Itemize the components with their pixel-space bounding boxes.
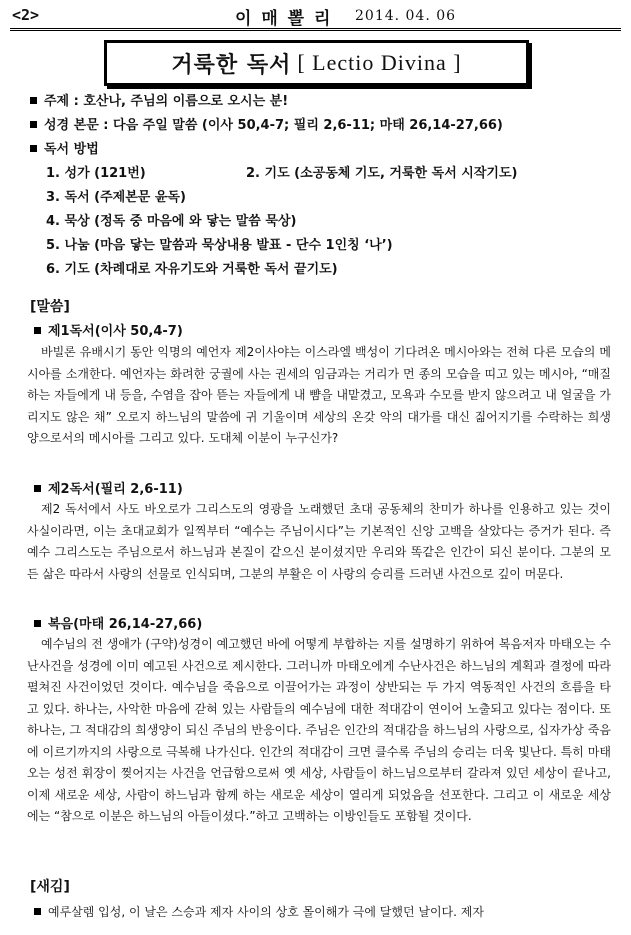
method-row xyxy=(30,138,620,162)
theme-text: 주제 : 호산나, 주님의 이름으로 오시는 분! xyxy=(44,94,289,109)
method-steps xyxy=(46,162,620,282)
reflection-first-line: 예루살렘 입성, 이 날은 스승과 제자 사이의 상호 몰이해가 극에 달했던 날이다. 제자 xyxy=(34,903,614,920)
page-header xyxy=(10,5,621,27)
method-label: 독서 방법 xyxy=(44,142,99,157)
page-title-box xyxy=(104,40,529,86)
gospel-text: 예수님의 전 생애가 (구약)성경이 예고했던 바에 어떻게 부합하는 지를 설명하기 위하여 복음저자 마태오는 수난사건을 성경에 이미 예고된 사건으로 제시한다. 그러니까 마태오에게 수난사건은 하느님의 계획과 결정에 따라 펼쳐진 사건이었던 것이다. 예수님을 죽음으로 이끌어가는 과정이 상반되는 두 가지 역동적인 사건의 흐름을 타고 있다. 하나는, 사악한 마음에 갇혀 있는 사람들의 예수님에 대한 적대감이 연이어 노출되고 있다는 점이다. 또 하나는, 그 적대감의 희생양이 되신 주님의 반응이다. 주님은 인간의 적대감을 하느님의 사랑으로, 십자가상 죽음에 이르기까지의 사랑으로 극복해 나가신다. 인간의 적대감이 크면 클수록 주님의 승리는 더욱 빛난다. 특히 마태오는 성전 휘장이 찢어지는 사건을 언급함으로써 옛 세상, 사람들이 하느님으로부터 갈라져 있던 세상이 끝나고, 이제 새로운 세상, 사람이 하느님과 함께 하는 새로운 세상이 열리게 되었음을 선포한다. 그리고 이 새로운 세상에는 “참으로 이분은 하느님의 아들이셨다.”하고 고백하는 이방인들도 포함될 것이다. xyxy=(27,637,611,823)
square-bullet-icon xyxy=(34,908,41,915)
issue-date: 2014. 04. 06 xyxy=(355,8,457,24)
page-title-latin: [ Lectio Divina ] xyxy=(297,50,462,75)
word-section-heading: [말씀] xyxy=(30,299,70,315)
theme-row xyxy=(30,90,620,114)
page-title: 거룩한 독서 xyxy=(171,52,292,78)
step-row xyxy=(46,210,620,234)
step-row xyxy=(46,186,620,210)
square-bullet-icon xyxy=(30,97,37,104)
square-bullet-icon xyxy=(34,485,41,492)
step-row xyxy=(46,162,620,186)
step-item: 3. 독서 (주제본문 윤독) xyxy=(46,190,186,205)
step-item: 5. 나눔 (마음 닿는 말씀과 묵상내용 발표 - 단수 1인칭 ‘나’) xyxy=(46,238,393,253)
step-row xyxy=(46,258,620,282)
square-bullet-icon xyxy=(34,620,41,627)
step-item: 6. 기도 (차례대로 자유기도와 거룩한 독서 끝기도) xyxy=(46,262,338,277)
scripture-text: 성경 본문 : 다음 주일 말씀 (이사 50,4-7; 필리 2,6-11; 마태 26,14-27,66) xyxy=(44,118,503,133)
session-info xyxy=(30,90,620,282)
step-row xyxy=(46,234,620,258)
reading-1-heading: 제1독서(이사 50,4-7) xyxy=(34,320,183,339)
step-item: 4. 묵상 (정독 중 마음에 와 닿는 말씀 묵상) xyxy=(46,214,297,229)
header-divider xyxy=(10,28,621,31)
step-item: 1. 성가 (121번) xyxy=(46,166,146,181)
newsletter-title: 이 매 뽈 리 xyxy=(235,9,333,29)
square-bullet-icon xyxy=(34,327,41,334)
page-number: <2> xyxy=(12,6,40,24)
reading-2-heading: 제2독서(필리 2,6-11) xyxy=(34,478,183,497)
reading-2-text: 제2 독서에서 사도 바오로가 그리스도의 영광을 노래했던 초대 공동체의 찬미가 하나를 인용하고 있는 것이 사실이라면, 이는 초대교회가 일찍부터 “예수는 주님이시다”는 기본적인 신앙 고백을 살았다는 증거가 된다. 즉 예수 그리스도는 주님으로서 하느님과 본질이 같으신 분이셨지만 우리와 똑같은 인간이 되신 분이다. 그분의 모든 삶은 따라서 사랑의 선물로 인식되며, 그분의 부활은 이 사랑의 승리를 드러낸 사건으로 깊이 머문다. xyxy=(27,502,611,581)
scripture-row xyxy=(30,114,620,138)
square-bullet-icon xyxy=(30,121,37,128)
reading-1-text: 바빌론 유배시기 동안 익명의 예언자 제2이사야는 이스라엘 백성이 기다려온 메시아와는 전혀 다른 모습의 메시아를 소개한다. 예언자는 화려한 궁궐에 사는 권세의 임금과는 거리가 먼 종의 모습을 띠고 있는 메시아, “매질하는 자들에게 내 등을, 수염을 잡아 뜯는 자들에게 내 뺨을 내맡겼고, 모욕과 수모를 받지 않으려고 내 얼굴을 가리지도 않은 채” 오로지 하느님의 말씀에 귀 기울이며 세상의 온갖 악의 대가를 대신 짊어지기를 수락하는 희생양으로서의 메시아를 그리고 있다. 도대체 이분이 누구신가? xyxy=(27,345,611,445)
square-bullet-icon xyxy=(30,145,37,152)
reflection-section-heading: [새김] xyxy=(30,879,70,895)
step-item: 2. 기도 (소공동체 기도, 거룩한 독서 시작기도) xyxy=(246,166,518,181)
gospel-heading: 복음(마태 26,14-27,66) xyxy=(34,613,202,632)
